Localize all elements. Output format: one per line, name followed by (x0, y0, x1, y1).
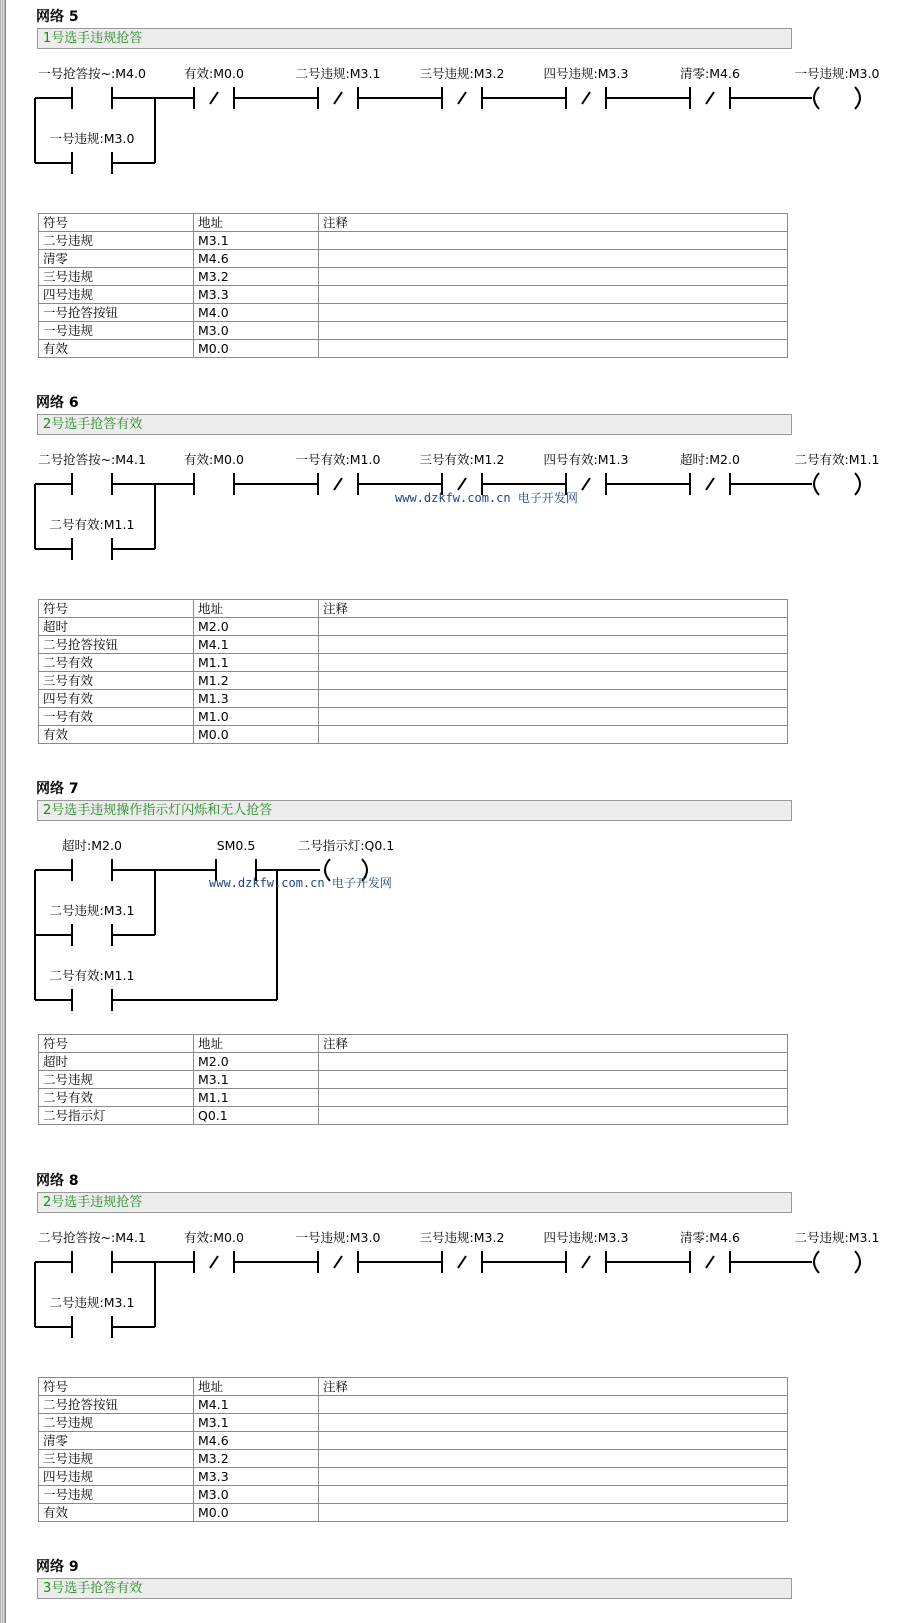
ladder-rung (0, 442, 924, 612)
address-cell[interactable]: M3.1 (194, 232, 319, 250)
contact-label: 二号违规:M3.1 (49, 903, 135, 918)
table-row[interactable] (39, 322, 788, 340)
contact-label: 三号有效:M1.2 (419, 452, 505, 467)
address-cell[interactable]: M3.1 (194, 1071, 319, 1089)
contact-label: 一号违规:M3.0 (49, 131, 135, 146)
address-cell[interactable]: M1.1 (194, 1089, 319, 1107)
nc-contact[interactable] (544, 66, 629, 109)
address-cell[interactable]: M0.0 (194, 726, 319, 744)
no-contact[interactable] (50, 1295, 135, 1338)
comment-cell[interactable] (319, 726, 788, 744)
table-row[interactable] (39, 1468, 788, 1486)
coil-left-arc (814, 87, 819, 109)
contact-label: 二号抢答按~:M4.1 (38, 1230, 146, 1245)
contact-label: 二号违规:M3.1 (295, 66, 381, 81)
contact-label: 清零:M4.6 (680, 1230, 740, 1245)
contact-label: 二号违规:M3.1 (49, 1295, 135, 1310)
symbol-table (38, 599, 788, 744)
table-row[interactable] (39, 1486, 788, 1504)
comment-cell[interactable] (319, 1450, 788, 1468)
nc-contact[interactable] (544, 1230, 629, 1273)
watermark-url: www.dzkfw.com.cn (395, 491, 511, 505)
symbol-cell[interactable]: 二号违规 (39, 232, 194, 250)
address-cell[interactable]: M3.1 (194, 1414, 319, 1432)
column-header[interactable]: 符号 (39, 214, 194, 232)
address-cell[interactable]: M2.0 (194, 618, 319, 636)
output-coil[interactable] (795, 1230, 880, 1273)
symbol-cell[interactable]: 二号有效 (39, 654, 194, 672)
address-cell[interactable]: M4.1 (194, 1396, 319, 1414)
contact-label: 超时:M2.0 (62, 838, 122, 853)
contact-slash (582, 478, 590, 490)
address-cell[interactable]: M4.1 (194, 636, 319, 654)
table-row[interactable] (39, 1450, 788, 1468)
network-title: 网络 8 (36, 1173, 79, 1189)
symbol-cell[interactable]: 二号抢答按钮 (39, 1396, 194, 1414)
address-cell[interactable]: M1.2 (194, 672, 319, 690)
symbol-cell[interactable]: 清零 (39, 1432, 194, 1450)
ladder-rung (0, 56, 924, 226)
address-cell[interactable]: M3.3 (194, 286, 319, 304)
nc-contact[interactable] (680, 452, 740, 495)
table-row[interactable] (39, 654, 788, 672)
contact-label: 三号违规:M3.2 (419, 66, 505, 81)
table-row[interactable] (39, 1396, 788, 1414)
column-header[interactable]: 符号 (39, 1035, 194, 1053)
no-contact[interactable] (38, 452, 146, 495)
comment-cell[interactable] (319, 1486, 788, 1504)
network-comment[interactable]: 2号选手违规抢答 (37, 1192, 792, 1213)
address-cell[interactable]: M3.2 (194, 1450, 319, 1468)
column-header[interactable]: 地址 (194, 214, 319, 232)
column-header[interactable]: 符号 (39, 1378, 194, 1396)
watermark-url: www.dzkfw.com.cn (209, 876, 325, 890)
comment-cell[interactable] (319, 304, 788, 322)
coil-left-arc (814, 473, 819, 495)
contact-slash (334, 92, 342, 104)
table-row[interactable] (39, 1107, 788, 1125)
comment-cell[interactable] (319, 708, 788, 726)
address-cell[interactable]: M4.6 (194, 1432, 319, 1450)
nc-contact[interactable] (420, 1230, 505, 1273)
contact-slash (334, 1256, 342, 1268)
address-cell[interactable]: M1.3 (194, 690, 319, 708)
contact-slash (706, 1256, 714, 1268)
coil-label: 一号违规:M3.0 (794, 66, 880, 81)
contact-label: 三号违规:M3.2 (419, 1230, 505, 1245)
address-cell[interactable]: M1.0 (194, 708, 319, 726)
symbol-cell[interactable]: 二号违规 (39, 1071, 194, 1089)
contact-label: 一号违规:M3.0 (295, 1230, 381, 1245)
symbol-cell[interactable]: 二号有效 (39, 1089, 194, 1107)
coil-right-arc (855, 1251, 860, 1273)
table-row[interactable] (39, 726, 788, 744)
contact-label: 二号抢答按~:M4.1 (38, 452, 146, 467)
table-row[interactable] (39, 268, 788, 286)
symbol-table (38, 1377, 788, 1522)
symbol-table-header (39, 214, 788, 232)
contact-label: 四号有效:M1.3 (543, 452, 629, 467)
table-row[interactable] (39, 636, 788, 654)
symbol-cell[interactable]: 二号抢答按钮 (39, 636, 194, 654)
no-contact[interactable] (62, 838, 122, 881)
contact-slash (582, 92, 590, 104)
comment-cell[interactable] (319, 1107, 788, 1125)
no-contact[interactable] (50, 517, 135, 560)
comment-cell[interactable] (319, 1089, 788, 1107)
table-row[interactable] (39, 1414, 788, 1432)
comment-cell[interactable] (319, 286, 788, 304)
coil-label: 二号有效:M1.1 (794, 452, 880, 467)
coil-label: 二号指示灯:Q0.1 (297, 838, 395, 853)
column-header[interactable]: 符号 (39, 600, 194, 618)
contact-label: 四号违规:M3.3 (543, 1230, 629, 1245)
comment-cell[interactable] (319, 322, 788, 340)
contact-label: 二号有效:M1.1 (49, 517, 135, 532)
column-header[interactable]: 地址 (194, 1378, 319, 1396)
contact-label: 一号抢答按~:M4.0 (38, 66, 146, 81)
symbol-table (38, 1034, 788, 1125)
column-header[interactable]: 注释 (319, 1035, 788, 1053)
contact-label: 二号有效:M1.1 (49, 968, 135, 983)
network-title: 网络 9 (36, 1559, 79, 1575)
nc-contact[interactable] (184, 66, 244, 109)
table-row[interactable] (39, 286, 788, 304)
address-cell[interactable]: M3.3 (194, 1468, 319, 1486)
nc-contact[interactable] (296, 452, 381, 495)
symbol-table-header (39, 1378, 788, 1396)
network-comment[interactable]: 3号选手抢答有效 (37, 1578, 792, 1599)
comment-cell[interactable] (319, 1396, 788, 1414)
symbol-cell[interactable]: 有效 (39, 726, 194, 744)
table-row[interactable] (39, 1432, 788, 1450)
symbol-cell[interactable]: 一号有效 (39, 708, 194, 726)
address-cell[interactable]: M4.6 (194, 250, 319, 268)
ladder-rung (0, 828, 924, 1038)
watermark-site: 电子开发网 (517, 491, 578, 505)
symbol-cell[interactable]: 一号违规 (39, 1486, 194, 1504)
contact-slash (334, 478, 342, 490)
comment-cell[interactable] (319, 636, 788, 654)
symbol-table-header (39, 1035, 788, 1053)
comment-cell[interactable] (319, 618, 788, 636)
contact-slash (210, 92, 218, 104)
address-cell[interactable]: M3.2 (194, 268, 319, 286)
network-title: 网络 5 (36, 9, 79, 25)
symbol-cell[interactable]: 三号有效 (39, 672, 194, 690)
output-coil[interactable] (795, 452, 880, 495)
no-contact[interactable] (50, 903, 135, 946)
address-cell[interactable]: M4.0 (194, 304, 319, 322)
contact-label: 超时:M2.0 (680, 452, 740, 467)
symbol-cell[interactable]: 超时 (39, 1053, 194, 1071)
table-row[interactable] (39, 1053, 788, 1071)
column-header[interactable]: 地址 (194, 1035, 319, 1053)
comment-cell[interactable] (319, 1071, 788, 1089)
nc-contact[interactable] (184, 1230, 244, 1273)
symbol-cell[interactable]: 清零 (39, 250, 194, 268)
no-contact[interactable] (50, 131, 135, 174)
watermark (395, 489, 578, 506)
nc-contact[interactable] (296, 1230, 381, 1273)
coil-right-arc (855, 87, 860, 109)
column-header[interactable]: 注释 (319, 600, 788, 618)
contact-slash (706, 478, 714, 490)
watermark-site: 电子开发网 (331, 876, 392, 890)
ladder-rung (0, 1220, 924, 1390)
contact-label: 有效:M0.0 (184, 66, 244, 81)
contact-slash (458, 92, 466, 104)
table-row[interactable] (39, 340, 788, 358)
address-cell[interactable]: M2.0 (194, 1053, 319, 1071)
comment-cell[interactable] (319, 1432, 788, 1450)
table-row[interactable] (39, 708, 788, 726)
comment-cell[interactable] (319, 232, 788, 250)
table-row[interactable] (39, 304, 788, 322)
symbol-cell[interactable]: 二号指示灯 (39, 1107, 194, 1125)
coil-label: 二号违规:M3.1 (794, 1230, 880, 1245)
symbol-cell[interactable]: 三号违规 (39, 268, 194, 286)
symbol-table (38, 213, 788, 358)
comment-cell[interactable] (319, 250, 788, 268)
address-cell[interactable]: M0.0 (194, 1504, 319, 1522)
network-title: 网络 7 (36, 781, 79, 797)
address-cell[interactable]: M3.0 (194, 322, 319, 340)
nc-contact[interactable] (680, 66, 740, 109)
comment-cell[interactable] (319, 1468, 788, 1486)
contact-slash (706, 92, 714, 104)
symbol-cell[interactable]: 有效 (39, 1504, 194, 1522)
symbol-cell[interactable]: 四号有效 (39, 690, 194, 708)
contact-slash (458, 1256, 466, 1268)
table-row[interactable] (39, 232, 788, 250)
network-comment[interactable]: 2号选手违规操作指示灯闪烁和无人抢答 (37, 800, 792, 821)
no-contact[interactable] (50, 968, 135, 1011)
address-cell[interactable]: M3.0 (194, 1486, 319, 1504)
column-header[interactable]: 注释 (319, 1378, 788, 1396)
symbol-cell[interactable]: 三号违规 (39, 1450, 194, 1468)
network-comment[interactable]: 1号选手违规抢答 (37, 28, 792, 49)
network-title: 网络 6 (36, 395, 79, 411)
no-contact[interactable] (38, 1230, 146, 1273)
coil-right-arc (855, 473, 860, 495)
comment-cell[interactable] (319, 1414, 788, 1432)
table-row[interactable] (39, 690, 788, 708)
symbol-cell[interactable]: 有效 (39, 340, 194, 358)
comment-cell[interactable] (319, 672, 788, 690)
contact-label: SM0.5 (216, 838, 256, 853)
address-cell[interactable]: M1.1 (194, 654, 319, 672)
column-header[interactable]: 注释 (319, 214, 788, 232)
table-row[interactable] (39, 672, 788, 690)
comment-cell[interactable] (319, 1504, 788, 1522)
contact-label: 有效:M0.0 (184, 1230, 244, 1245)
watermark (209, 874, 392, 891)
column-header[interactable]: 地址 (194, 600, 319, 618)
symbol-cell[interactable]: 四号违规 (39, 286, 194, 304)
coil-left-arc (814, 1251, 819, 1273)
address-cell[interactable]: Q0.1 (194, 1107, 319, 1125)
nc-contact[interactable] (680, 1230, 740, 1273)
no-contact[interactable] (184, 452, 244, 495)
contact-label: 有效:M0.0 (184, 452, 244, 467)
table-row[interactable] (39, 250, 788, 268)
table-row[interactable] (39, 1071, 788, 1089)
contact-label: 一号有效:M1.0 (295, 452, 381, 467)
comment-cell[interactable] (319, 1053, 788, 1071)
comment-cell[interactable] (319, 654, 788, 672)
symbol-cell[interactable]: 一号违规 (39, 322, 194, 340)
output-coil[interactable] (795, 66, 880, 109)
comment-cell[interactable] (319, 690, 788, 708)
symbol-cell[interactable]: 超时 (39, 618, 194, 636)
nc-contact[interactable] (296, 66, 381, 109)
contact-slash (210, 1256, 218, 1268)
nc-contact[interactable] (420, 66, 505, 109)
comment-cell[interactable] (319, 268, 788, 286)
network-comment[interactable]: 2号选手抢答有效 (37, 414, 792, 435)
symbol-cell[interactable]: 二号违规 (39, 1414, 194, 1432)
no-contact[interactable] (38, 66, 146, 109)
symbol-cell[interactable]: 四号违规 (39, 1468, 194, 1486)
table-row[interactable] (39, 1089, 788, 1107)
contact-label: 清零:M4.6 (680, 66, 740, 81)
symbol-cell[interactable]: 一号抢答按钮 (39, 304, 194, 322)
contact-label: 四号违规:M3.3 (543, 66, 629, 81)
symbol-table-header (39, 600, 788, 618)
table-row[interactable] (39, 1504, 788, 1522)
address-cell[interactable]: M0.0 (194, 340, 319, 358)
table-row[interactable] (39, 618, 788, 636)
contact-slash (582, 1256, 590, 1268)
comment-cell[interactable] (319, 340, 788, 358)
